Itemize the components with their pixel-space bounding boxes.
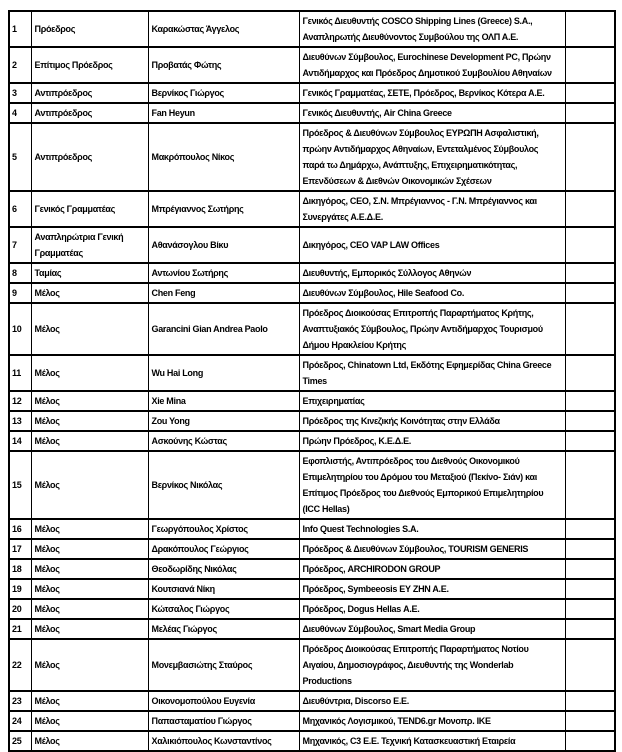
- empty-notes-cell: [565, 263, 615, 283]
- table-row: [9, 731, 615, 751]
- member-role: Αναπληρώτρια Γενική Γραμματέας: [31, 227, 148, 263]
- table-row: [9, 539, 615, 559]
- empty-notes-cell: [565, 619, 615, 639]
- member-name: Wu Hai Long: [148, 355, 299, 391]
- member-name: Βερνίκος Γιώργος: [148, 83, 299, 103]
- member-name: Chen Feng: [148, 283, 299, 303]
- member-description: Γενικός Διευθυντής, Air China Greece: [299, 103, 565, 123]
- row-number: 12: [9, 391, 31, 411]
- member-role: Μέλος: [31, 411, 148, 431]
- member-role: Μέλος: [31, 639, 148, 691]
- empty-notes-cell: [565, 227, 615, 263]
- member-description: Διευθύντρια, Discorso Ε.Ε.: [299, 691, 565, 711]
- member-role: Μέλος: [31, 519, 148, 539]
- table-row: [9, 579, 615, 599]
- member-description: Πρόεδρος Διοικούσας Επιτροπής Παραρτήματος Νοτίου Αιγαίου, Δημοσιογράφος, Διευθυντής της Wonderlab Productions: [299, 639, 565, 691]
- member-role: Μέλος: [31, 355, 148, 391]
- empty-notes-cell: [565, 559, 615, 579]
- member-description: Πρόεδρος & Διευθύνων Σύμβουλος, TOURISM GENERIS: [299, 539, 565, 559]
- member-role: Πρόεδρος: [31, 11, 148, 47]
- row-number: 14: [9, 431, 31, 451]
- member-name: Μελέας Γιώργος: [148, 619, 299, 639]
- member-role: Επίτιμος Πρόεδρος: [31, 47, 148, 83]
- row-number: 15: [9, 451, 31, 519]
- row-number: 1: [9, 11, 31, 47]
- member-description: Πρόεδρος, Symbeeosis ΕΥ ΖΗΝ Α.Ε.: [299, 579, 565, 599]
- row-number: 11: [9, 355, 31, 391]
- empty-notes-cell: [565, 519, 615, 539]
- member-role: Αντιπρόεδρος: [31, 103, 148, 123]
- member-description: Διευθυντής, Εμπορικός Σύλλογος Αθηνών: [299, 263, 565, 283]
- empty-notes-cell: [565, 599, 615, 619]
- row-number: 3: [9, 83, 31, 103]
- member-description: Διευθύνων Σύμβουλος, Hile Seafood Co.: [299, 283, 565, 303]
- table-row: [9, 191, 615, 227]
- row-number: 22: [9, 639, 31, 691]
- member-description: Πρόεδρος & Διευθύνων Σύμβουλος ΕΥΡΩΠΗ Ασφαλιστική, πρώην Αντιδήμαρχος Αθηναίων, Εντεταλμένος Σύμβουλος παρά τω Δημάρχω, Ανάπτυξης, Επιχειρηματικότητας, Επενδύσεων & Διεθνών Οικονομικών Σχέσεων: [299, 123, 565, 191]
- board-members-table: [8, 10, 616, 752]
- empty-notes-cell: [565, 691, 615, 711]
- member-role: Αντιπρόεδρος: [31, 83, 148, 103]
- member-name: Μονεμβασιώτης Σταύρος: [148, 639, 299, 691]
- member-name: Μακρόπουλος Νίκος: [148, 123, 299, 191]
- member-role: Μέλος: [31, 451, 148, 519]
- member-name: Garancini Gian Andrea Paolo: [148, 303, 299, 355]
- table-row: [9, 619, 615, 639]
- member-name: Zou Yong: [148, 411, 299, 431]
- table-row: [9, 691, 615, 711]
- member-description: Μηχανικός Λογισμικού, TEND6.gr Μονοπρ. ΙΚΕ: [299, 711, 565, 731]
- table-row: [9, 263, 615, 283]
- member-role: Μέλος: [31, 391, 148, 411]
- table-row: [9, 303, 615, 355]
- member-description: Δικηγόρος, CEO VAP LAW Offices: [299, 227, 565, 263]
- member-name: Κώτσαλος Γιώργος: [148, 599, 299, 619]
- member-description: Μηχανικός, C3 Ε.Ε. Τεχνική Κατασκευαστική Εταιρεία: [299, 731, 565, 751]
- table-row: [9, 451, 615, 519]
- row-number: 17: [9, 539, 31, 559]
- empty-notes-cell: [565, 11, 615, 47]
- member-name: Προβατάς Φώτης: [148, 47, 299, 83]
- empty-notes-cell: [565, 391, 615, 411]
- member-name: Θεοδωρίδης Νικόλας: [148, 559, 299, 579]
- row-number: 20: [9, 599, 31, 619]
- member-role: Μέλος: [31, 303, 148, 355]
- table-row: [9, 47, 615, 83]
- member-name: Βερνίκος Νικόλας: [148, 451, 299, 519]
- member-description: Πρόεδρος, Dogus Hellas Α.Ε.: [299, 599, 565, 619]
- member-name: Αντωνίου Σωτήρης: [148, 263, 299, 283]
- member-role: Μέλος: [31, 599, 148, 619]
- member-name: Δρακόπουλος Γεώργιος: [148, 539, 299, 559]
- row-number: 7: [9, 227, 31, 263]
- row-number: 21: [9, 619, 31, 639]
- member-role: Μέλος: [31, 711, 148, 731]
- member-description: Info Quest Technologies S.A.: [299, 519, 565, 539]
- member-role: Μέλος: [31, 539, 148, 559]
- member-description: Διευθύνων Σύμβουλος, Smart Media Group: [299, 619, 565, 639]
- row-number: 5: [9, 123, 31, 191]
- empty-notes-cell: [565, 451, 615, 519]
- member-role: Ταμίας: [31, 263, 148, 283]
- member-description: Γενικός Διευθυντής COSCO Shipping Lines (Greece) S.A., Αναπληρωτής Διευθύνοντος Συμβούλου της ΟΛΠ Α.Ε.: [299, 11, 565, 47]
- member-description: Πρόεδρος, ARCHIRODON GROUP: [299, 559, 565, 579]
- member-name: Xie Mina: [148, 391, 299, 411]
- member-name: Κουτσιανά Νίκη: [148, 579, 299, 599]
- row-number: 10: [9, 303, 31, 355]
- table-row: [9, 11, 615, 47]
- member-name: Παπασταματίου Γιώργος: [148, 711, 299, 731]
- table-row: [9, 103, 615, 123]
- member-role: Γενικός Γραμματέας: [31, 191, 148, 227]
- member-name: Χαλικιόπουλος Κωνσταντίνος: [148, 731, 299, 751]
- row-number: 6: [9, 191, 31, 227]
- table-row: [9, 391, 615, 411]
- member-role: Μέλος: [31, 559, 148, 579]
- empty-notes-cell: [565, 731, 615, 751]
- member-description: Πρώην Πρόεδρος, Κ.Ε.Δ.Ε.: [299, 431, 565, 451]
- row-number: 19: [9, 579, 31, 599]
- row-number: 2: [9, 47, 31, 83]
- table-body: [9, 11, 615, 751]
- member-name: Καρακώστας Άγγελος: [148, 11, 299, 47]
- member-description: Πρόεδρος, Chinatown Ltd, Εκδότης Εφημερίδας China Greece Times: [299, 355, 565, 391]
- member-role: Μέλος: [31, 731, 148, 751]
- row-number: 18: [9, 559, 31, 579]
- empty-notes-cell: [565, 539, 615, 559]
- member-description: Επιχειρηματίας: [299, 391, 565, 411]
- member-name: Αθανάσογλου Βίκυ: [148, 227, 299, 263]
- empty-notes-cell: [565, 431, 615, 451]
- table-row: [9, 355, 615, 391]
- member-role: Μέλος: [31, 579, 148, 599]
- table-row: [9, 559, 615, 579]
- table-row: [9, 123, 615, 191]
- row-number: 13: [9, 411, 31, 431]
- table-row: [9, 599, 615, 619]
- table-row: [9, 283, 615, 303]
- member-name: Μπρέγιαννος Σωτήρης: [148, 191, 299, 227]
- member-name: Ασκούνης Κώστας: [148, 431, 299, 451]
- row-number: 23: [9, 691, 31, 711]
- table-row: [9, 83, 615, 103]
- row-number: 25: [9, 731, 31, 751]
- member-name: Γεωργόπουλος Χρίστος: [148, 519, 299, 539]
- row-number: 9: [9, 283, 31, 303]
- member-description: Διευθύνων Σύμβουλος, Eurochinese Development PC, Πρώην Αντιδήμαρχος και Πρόεδρος Δημοτικού Συμβουλίου Αθηναίων: [299, 47, 565, 83]
- member-name: Οικονομοπούλου Ευγενία: [148, 691, 299, 711]
- table-row: [9, 227, 615, 263]
- empty-notes-cell: [565, 103, 615, 123]
- row-number: 16: [9, 519, 31, 539]
- empty-notes-cell: [565, 83, 615, 103]
- row-number: 8: [9, 263, 31, 283]
- table-row: [9, 411, 615, 431]
- empty-notes-cell: [565, 283, 615, 303]
- table-row: [9, 711, 615, 731]
- member-name: Fan Heyun: [148, 103, 299, 123]
- empty-notes-cell: [565, 123, 615, 191]
- member-description: Πρόεδρος της Κινεζικής Κοινότητας στην Ελλάδα: [299, 411, 565, 431]
- empty-notes-cell: [565, 579, 615, 599]
- row-number: 4: [9, 103, 31, 123]
- empty-notes-cell: [565, 411, 615, 431]
- member-description: Γενικός Γραμματέας, ΣΕΤΕ, Πρόεδρος, Βερνίκος Κότερα Α.Ε.: [299, 83, 565, 103]
- empty-notes-cell: [565, 191, 615, 227]
- table-row: [9, 431, 615, 451]
- member-description: Πρόεδρος Διοικούσας Επιτροπής Παραρτήματος Κρήτης, Αναπτυξιακός Σύμβουλος, Πρώην Αντιδήμαρχος Τουρισμού Δήμου Ηρακλείου Κρήτης: [299, 303, 565, 355]
- member-description: Εφοπλιστής, Αντιπρόεδρος του Διεθνούς Οικονομικού Επιμελητηρίου του Δρόμου του Μεταξιού (Πεκίνο- Σιάν) και Επίτιμος Πρόεδρος του Διεθνούς Εμπορικού Επιμελητηρίου (ICC Hellas): [299, 451, 565, 519]
- empty-notes-cell: [565, 303, 615, 355]
- empty-notes-cell: [565, 639, 615, 691]
- table-row: [9, 519, 615, 539]
- empty-notes-cell: [565, 711, 615, 731]
- member-role: Μέλος: [31, 691, 148, 711]
- member-role: Αντιπρόεδρος: [31, 123, 148, 191]
- member-role: Μέλος: [31, 619, 148, 639]
- empty-notes-cell: [565, 355, 615, 391]
- member-role: Μέλος: [31, 431, 148, 451]
- empty-notes-cell: [565, 47, 615, 83]
- table-row: [9, 639, 615, 691]
- member-role: Μέλος: [31, 283, 148, 303]
- member-description: Δικηγόρος, CEO, Σ.Ν. Μπρέγιαννος - Γ.Ν. Μπρέγιαννος και Συνεργάτες Α.Ε.Δ.Ε.: [299, 191, 565, 227]
- row-number: 24: [9, 711, 31, 731]
